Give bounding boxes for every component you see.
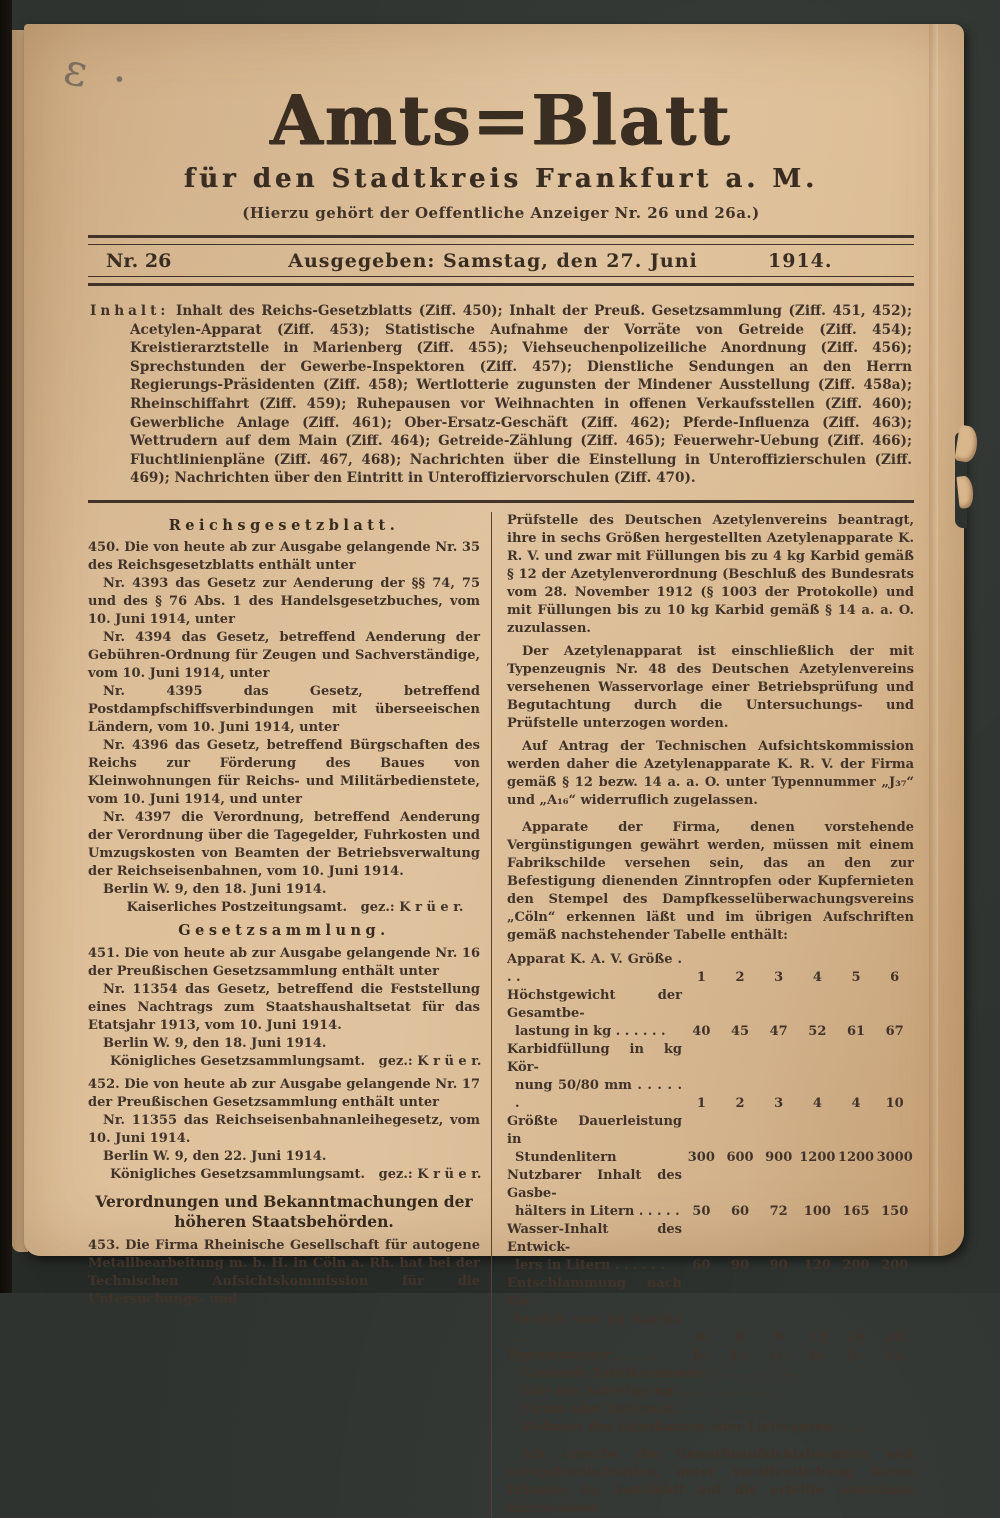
paragraph: Berlin W. 9, den 22. Juni 1914. xyxy=(103,1148,327,1164)
cell-value: 6 xyxy=(890,969,900,985)
divider-rule xyxy=(88,235,914,245)
data-table xyxy=(507,951,914,1437)
signature-line: Königliches Gesetzsammlungsamt. gez.: K r ü e r. xyxy=(110,1053,482,1069)
paragraph: Berlin W. 9, den 18. Juni 1914. xyxy=(103,881,327,897)
row-label-line: lastung in kg . . . . . . xyxy=(515,1023,666,1039)
paragraph: Apparate der Firma, denen vorstehende Vergünstigungen gewährt werden, müssen mit einem Fabrikschilde versehen sein, das an den zur Befestigung dienenden Zinntropfen oder Kupfernieten den Stempel des Dampfkesselüberwachungsvereins „Cöln“ erkennen läßt und im übrigen Aufschriften gemäß nachstehender Tabelle enthält: xyxy=(507,819,914,943)
paragraph: Nr. 4394 das Gesetz, betreffend Aenderung der Gebühren-Ordnung für Zeugen und Sachverständige, vom 10. Juni 1914, unter xyxy=(88,629,480,681)
section-heading: Verordnungen und Bekanntmachungen der höheren Staatsbehörden. xyxy=(95,1191,473,1231)
toc-label: Inhalt: xyxy=(90,303,170,319)
cell-value: 60 xyxy=(692,1257,711,1273)
cell-value: 20 xyxy=(846,1329,866,1345)
table-row xyxy=(507,1347,914,1365)
row-values xyxy=(682,1203,914,1221)
row-label xyxy=(507,1041,682,1113)
row-label-line: hälters in Litern . . . . . xyxy=(515,1203,680,1219)
scanned-page xyxy=(24,24,964,1516)
book-spine xyxy=(0,0,12,1293)
cell-value: 200 xyxy=(881,1257,909,1273)
paragraph: Nr. 4397 die Verordnung, betreffend Aenderung der Verordnung über die Tagegelder, Fuhrkosten und Umzugskosten von Beamten der Betriebsverwaltung der Reichseisenbahnen, vom 10. Juni 1914. xyxy=(88,809,480,879)
cell-value: 3 xyxy=(774,969,784,985)
torn-paper-fragment xyxy=(954,425,979,464)
cell-value: 5 xyxy=(851,969,861,985)
table-row xyxy=(507,1221,914,1275)
page-content xyxy=(88,24,914,1518)
cell-value: 61 xyxy=(846,1023,866,1039)
fill-in-line: Firma oder Lieferant: . . . . . . . . . . . xyxy=(521,1401,778,1417)
signature-line: Kaiserliches Postzeitungsamt. gez.: K r ü e r. xyxy=(126,899,464,915)
cell-value: 4 xyxy=(812,1095,822,1111)
right-column xyxy=(492,512,914,1518)
paragraph: Nr. 4393 das Gesetz zur Aenderung der §§ 74, 75 und des § 76 Abs. 1 des Handelsgesetzbuches, vom 10. Juni 1914, unter xyxy=(88,575,480,627)
paragraph: Der Azetylenapparat ist einschließlich der mit Typenzeugnis Nr. 48 des Deutschen Azetylenvereins versehenen Wasservorlage einer Betriebsprüfung und Begutachtung durch die Untersuchungs- und Prüfstelle unterzogen worden. xyxy=(507,643,914,731)
table-row xyxy=(507,1275,914,1347)
row-values xyxy=(682,1257,914,1275)
cell-value: 150 xyxy=(881,1203,909,1219)
row-values xyxy=(682,1095,914,1113)
paragraph: Nr. 4396 das Gesetz, betreffend Bürgschaften des Reichs zur Förderung des Baues von Kleinwohnungen für Reichs- und Militärbedienstete, vom 10. Juni 1914, und unter xyxy=(88,737,480,807)
row-label xyxy=(507,987,682,1041)
issue-date: Ausgegeben: Samstag, den 27. Juni xyxy=(288,250,698,272)
row-label-line: brauch von kg Karbid . . . xyxy=(515,1311,682,1345)
table-row xyxy=(507,1113,914,1167)
masthead-note: (Hierzu gehört der Oeffentliche Anzeiger Nr. 26 und 26a.) xyxy=(242,204,760,222)
table-row xyxy=(507,951,914,987)
cell-value: 10 xyxy=(885,1095,904,1111)
fill-in-line: Jahr der Anfertigung: . . . . . . . . . . . xyxy=(521,1383,778,1399)
cell-value: J₃₇ xyxy=(808,1347,827,1363)
cell-value: 1200 xyxy=(799,1149,836,1165)
divider-rule xyxy=(88,500,914,503)
issue-number: Nr. 26 xyxy=(106,250,172,272)
row-label-line: Wasser-Inhalt des Entwick- xyxy=(507,1221,682,1255)
row-label-line: Nutzbarer Inhalt des Gasbe- xyxy=(507,1167,682,1201)
paragraph: Ich ersuche die Gewerbeaufsichtsbeamten und Ortspolizeibehörden, unter Veröffentlichung dieses Erlasses im Amtsblatt auf die erteilte Ausnahme hinzuweisen. xyxy=(507,1446,914,1516)
cell-value: 165 xyxy=(842,1203,870,1219)
paragraph: Prüfstelle des Deutschen Azetylenvereins beantragt, ihre in sechs Größen hergestellten Azetylenapparate K. R. V. und zwar mit Füllungen bis zu 4 kg Karbid gemäß § 12 der Azetylenverordnung (Beschluß des Bundesrats vom 28. November 1912 (§ 1003 der Protokolle) und mit Füllungen bis zu 10 kg Karbid gemäß § 14 a. a. O. zuzulassen. xyxy=(507,512,914,636)
paragraph: 451. Die von heute ab zur Ausgabe gelangende Nr. 16 der Preußischen Gesetzsammlung enthält unter xyxy=(88,945,480,979)
paragraph: 453. Die Firma Rheinische Gesellschaft für autogene Metallbearbeitung m. b. H. in Cöln a. Rh. hat bei der Technischen Aufsichtskommission für die Untersuchungs- und xyxy=(88,1237,480,1307)
paragraph: Auf Antrag der Technischen Aufsichtskommission werden daher die Azetylenapparate K. R. V. der Firma gemäß § 12 bezw. 14 a. a. O. unter Typennummer „J₃₇“ und „A₁₆“ widerruflich zugelassen. xyxy=(507,738,914,808)
section-heading: Gesetzsammlung. xyxy=(178,921,390,939)
toc-text: Inhalt des Reichs-Gesetzblatts (Ziff. 450); Inhalt der Preuß. Gesetzsammlung (Ziff. 451, 452); Acetylen-Apparat (Ziff. 453); Statistische Aufnahme der Vorräte von Getreide (Ziff. 454); Kreistierarztstelle in Marienberg (Ziff. 455); Viehseuchenpolizeiliche Anordnung (Ziff. 456); Sprechstunden der Gewerbe-Inspektoren (Ziff. 457); Dienstliche Sendungen an den Herrn Regierungs-Präsidenten (Ziff. 458); Wertlotterie zugunsten der Mindener Ausstellung (Ziff. 458a); Rheinschiffahrt (Ziff. 459); Ruhepausen vor Weihnachten in offenen Verkaufsstellen (Ziff. 460); Gewerbliche Anlage (Ziff. 461); Ober-Ersatz-Geschäft (Ziff. 462); Pferde-Influenza (Ziff. 463); Wettrudern auf dem Main (Ziff. 464); Getreide-Zählung (Ziff. 465); Feuerwehr-Uebung (Ziff. 466); Fluchtlinienpläne (Ziff. 467, 468); Nachrichten über die Einstellung in Unteroffizierschulen (Ziff. 469); Nachrichten über den Eintritt in Unteroffiziervorschulen (Ziff. 470). xyxy=(130,303,912,487)
cell-value: 900 xyxy=(765,1149,793,1165)
paragraph: Nr. 11355 das Reichseisenbahnanleihegesetz, vom 10. Juni 1914. xyxy=(88,1112,480,1146)
left-column xyxy=(88,512,492,1518)
row-values xyxy=(682,969,914,987)
cell-value: 52 xyxy=(808,1023,827,1039)
cell-value: 4 xyxy=(812,969,822,985)
cell-value: 45 xyxy=(730,1023,750,1039)
cell-value: 6 xyxy=(696,1329,706,1345)
cell-value: 2 xyxy=(735,1095,745,1111)
signature-line: Königliches Gesetzsammlungsamt. gez.: K r ü e r. xyxy=(110,1166,482,1182)
masthead xyxy=(88,24,914,222)
paragraph: Nr. 4395 das Gesetz, betreffend Postdampfschiffsverbindungen mit überseeischen Ländern, vom 10. Juni 1914, unter xyxy=(88,683,480,735)
row-label xyxy=(507,1221,682,1275)
cell-value: 1 xyxy=(696,969,706,985)
cell-value: 200 xyxy=(842,1257,870,1273)
row-label xyxy=(507,1275,682,1347)
cell-value: J₃₇ xyxy=(731,1347,749,1363)
paragraph: Berlin W. 9, den 18. Juni 1914. xyxy=(103,1035,327,1051)
cell-value: 4 xyxy=(851,1095,861,1111)
row-label-line: lers in Litern . . . . . . xyxy=(515,1257,665,1273)
cell-value: J₃₇ xyxy=(769,1347,788,1363)
fill-in-line: Laufende Fabriknummer: . . . . . . . . . . xyxy=(521,1365,797,1381)
two-column-body xyxy=(88,512,914,1518)
paragraph: 452. Die von heute ab zur Ausgabe gelangende Nr. 17 der Preußischen Gesetzsammlung enthält unter xyxy=(88,1076,480,1110)
cell-value: 2 xyxy=(735,969,745,985)
cell-value: 40 xyxy=(692,1023,711,1039)
row-label-line: Apparat K. A. V. Größe . . . xyxy=(507,951,682,985)
section-heading: Reichsgesetzblatt. xyxy=(168,516,400,534)
row-label-line: Karbidfüllung in kg Kör- xyxy=(507,1041,682,1075)
row-values xyxy=(682,1329,914,1347)
row-label-line: Entschlammung nach Ver- xyxy=(507,1275,682,1309)
divider-rule xyxy=(88,276,914,286)
issue-row xyxy=(88,245,914,276)
paragraph: 450. Die von heute ab zur Ausgabe gelangende Nr. 35 des Reichsgesetzblatts enthält unter xyxy=(88,539,480,573)
row-values xyxy=(682,1023,914,1041)
cell-value: 67 xyxy=(885,1023,904,1039)
table-of-contents xyxy=(90,302,912,488)
row-label-line: nung 50/80 mm . . . . . . xyxy=(515,1077,682,1111)
cell-value: 12 xyxy=(808,1329,827,1345)
cell-value: 300 xyxy=(687,1149,715,1165)
cell-value: 3 xyxy=(774,1095,784,1111)
table-row xyxy=(507,1167,914,1221)
row-label-line: Höchstgewicht der Gesamtbe- xyxy=(507,987,682,1021)
page-title: Amts=Blatt xyxy=(270,81,732,161)
cell-value: 90 xyxy=(769,1257,788,1273)
cell-value: 9 xyxy=(774,1329,784,1345)
cell-value: 8 xyxy=(735,1329,745,1345)
row-label xyxy=(507,1347,682,1365)
row-label-line: Stundenlitern xyxy=(515,1149,617,1165)
cell-value: J₃₇ xyxy=(847,1347,865,1363)
pencil-annotation: ε · xyxy=(59,43,138,108)
row-values xyxy=(682,1347,914,1365)
cell-value: 72 xyxy=(769,1203,788,1219)
row-label xyxy=(507,951,682,987)
cell-value: 1200 xyxy=(837,1149,875,1165)
row-values xyxy=(682,1149,914,1167)
cell-value: A₁₆ xyxy=(883,1347,906,1363)
cell-value: 120 xyxy=(803,1257,831,1273)
torn-paper-fragment xyxy=(956,475,974,508)
cell-value: 100 xyxy=(803,1203,831,1219)
row-label xyxy=(507,1167,682,1221)
page-fold-edge xyxy=(929,24,938,1256)
cell-value: J₃₇ xyxy=(692,1347,711,1363)
row-label-line: Größte Dauerleistung in xyxy=(507,1113,682,1147)
table-row xyxy=(507,987,914,1041)
paragraph: Nr. 11354 das Gesetz, betreffend die Feststellung eines Nachtrags zum Staatshaushaltsetat für das Etatsjahr 1913, vom 10. Juni 1914. xyxy=(88,981,480,1033)
cell-value: 60 xyxy=(730,1203,750,1219)
issue-year: 1914. xyxy=(768,250,833,272)
row-label-line: Typennummer . . . . . xyxy=(507,1347,657,1363)
cell-value: 47 xyxy=(769,1023,788,1039)
masthead-subtitle: für den Stadtkreis Frankfurt a. M. xyxy=(183,164,819,194)
cell-value: 90 xyxy=(730,1257,750,1273)
row-label xyxy=(507,1113,682,1167)
cell-value: 1 xyxy=(696,1095,706,1111)
cell-value: 20 xyxy=(885,1329,904,1345)
table-row xyxy=(507,1041,914,1113)
cell-value: 50 xyxy=(692,1203,711,1219)
fill-in-line: Wohnort des Fabrikanten oder Lieferanten: . . . xyxy=(521,1419,865,1435)
cell-value: 3000 xyxy=(876,1149,913,1165)
cell-value: 600 xyxy=(726,1149,754,1165)
